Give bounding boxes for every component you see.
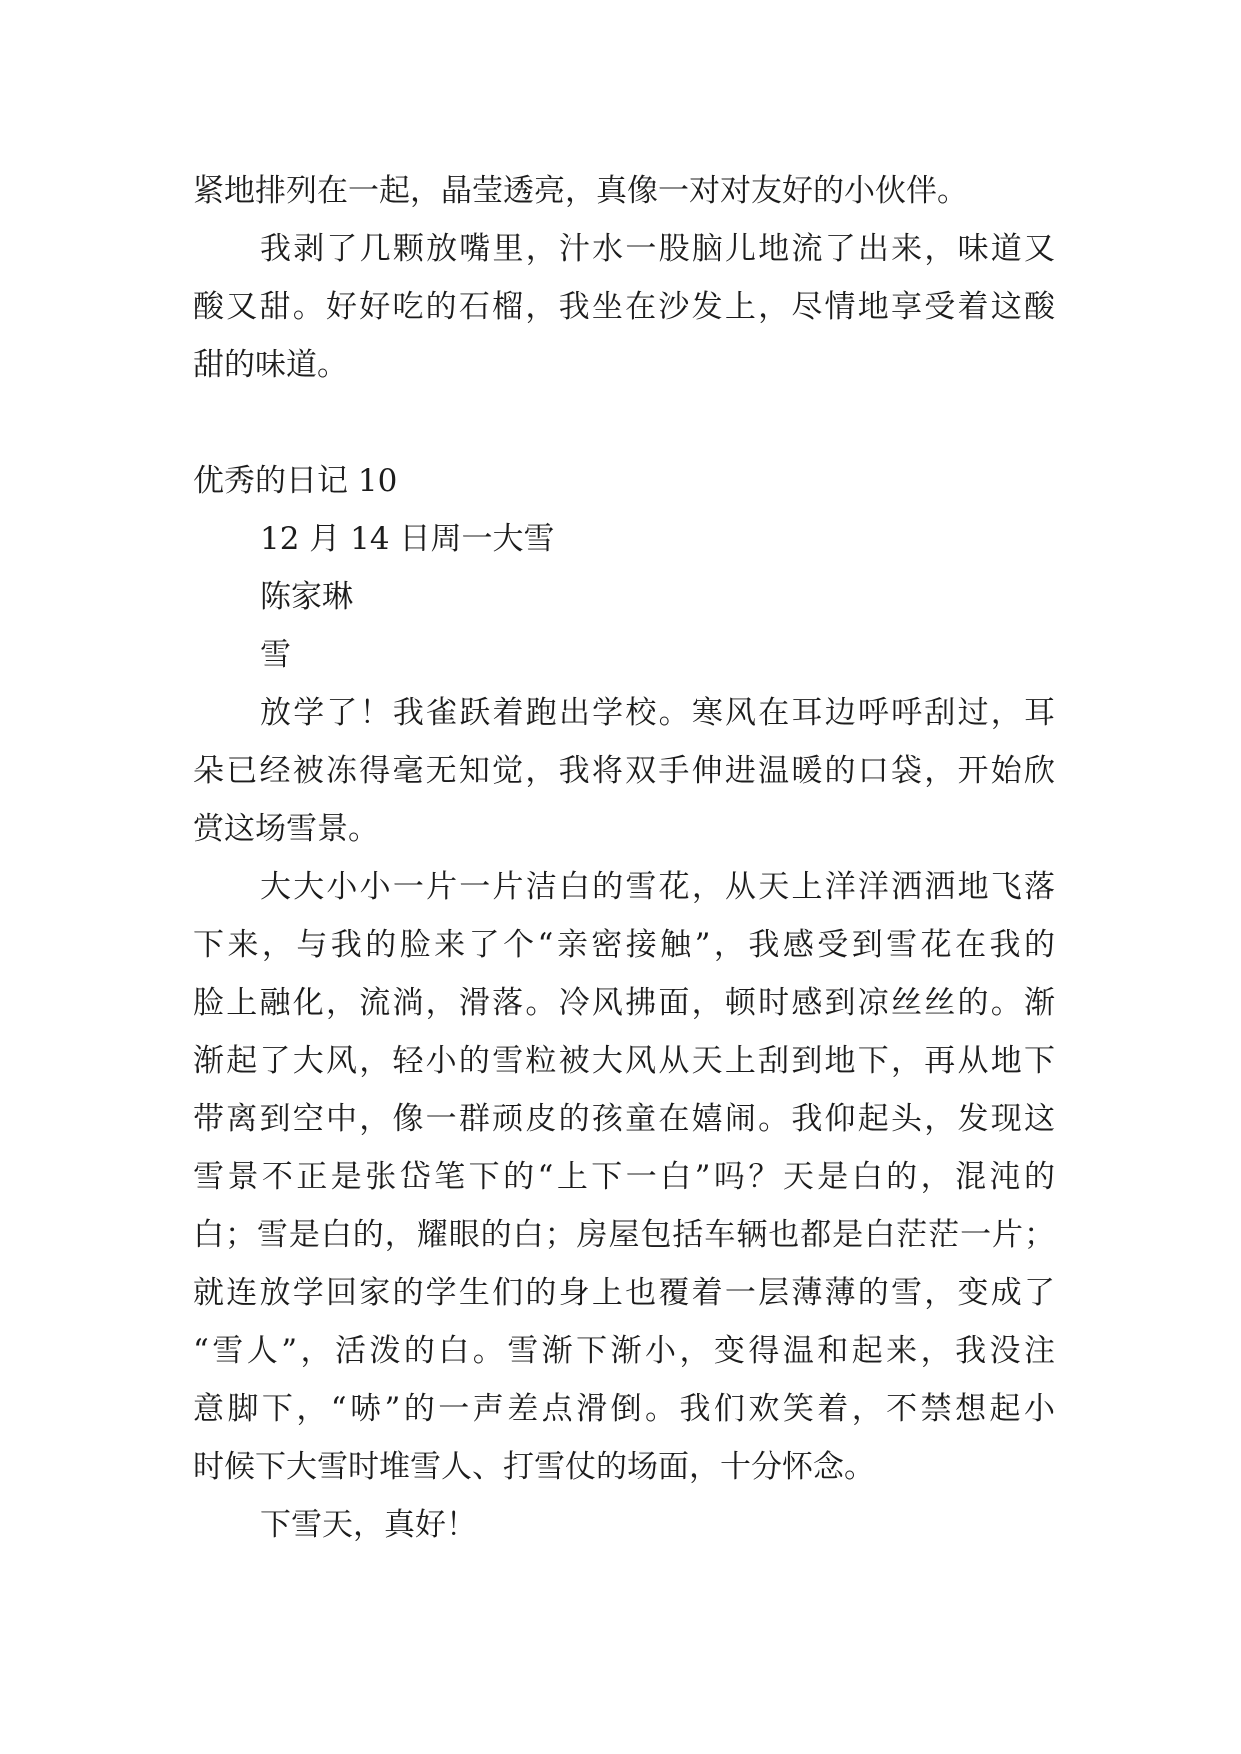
text-line: 白；雪是白的，耀眼的白；房屋包括车辆也都是白茫茫一片； — [193, 1217, 1055, 1253]
text-line: 大大小小一片一片洁白的雪花，从天上洋洋洒洒地飞落 — [260, 869, 1055, 905]
paragraph — [193, 220, 1055, 394]
text-line: 下雪天，真好！ — [260, 1507, 477, 1543]
text-line: 甜的味道。 — [193, 347, 348, 383]
paragraph — [193, 162, 1055, 220]
paragraph — [193, 1496, 1055, 1554]
text-line: 渐起了大风，轻小的雪粒被大风从天上刮到地下，再从地下 — [193, 1043, 1055, 1079]
text-line: 放学了！我雀跃着跑出学校。寒风在耳边呼呼刮过，耳 — [260, 695, 1055, 731]
text-line: 赏这场雪景。 — [193, 811, 379, 847]
text-line: 就连放学回家的学生们的身上也覆着一层薄薄的雪，变成了 — [193, 1275, 1055, 1311]
paragraph — [193, 684, 1055, 858]
text-line: 雪景不正是张岱笔下的“上下一白”吗？天是白的，混沌的 — [193, 1159, 1055, 1195]
text-line: 优秀的日记 10 — [193, 463, 398, 499]
paragraph — [193, 510, 1055, 568]
text-line: 我剥了几颗放嘴里，汁水一股脑儿地流了出来，味道又 — [260, 231, 1055, 267]
text-line: 朵已经被冻得毫无知觉，我将双手伸进温暖的口袋，开始欣 — [193, 753, 1055, 789]
paragraph — [193, 452, 1055, 510]
paragraph — [193, 858, 1055, 1496]
document-body — [193, 162, 1055, 1554]
paragraph — [193, 568, 1055, 626]
text-line: 雪 — [260, 637, 291, 673]
text-line: 意脚下，“哧”的一声差点滑倒。我们欢笑着，不禁想起小 — [193, 1391, 1055, 1427]
paragraph — [193, 626, 1055, 684]
paragraph-gap — [193, 394, 1055, 452]
text-line: 陈家琳 — [260, 579, 353, 615]
text-line: 紧地排列在一起，晶莹透亮，真像一对对友好的小伙伴。 — [193, 173, 968, 209]
text-line: “雪人”，活泼的白。雪渐下渐小，变得温和起来，我没注 — [193, 1333, 1055, 1369]
text-line: 时候下大雪时堆雪人、打雪仗的场面，十分怀念。 — [193, 1449, 875, 1485]
text-line: 12 月 14 日周一大雪 — [260, 521, 555, 557]
text-line: 下来，与我的脸来了个“亲密接触”，我感受到雪花在我的 — [193, 927, 1055, 963]
text-line: 酸又甜。好好吃的石榴，我坐在沙发上，尽情地享受着这酸 — [193, 289, 1055, 325]
text-line: 带离到空中，像一群顽皮的孩童在嬉闹。我仰起头，发现这 — [193, 1101, 1055, 1137]
text-line: 脸上融化，流淌，滑落。冷风拂面，顿时感到凉丝丝的。渐 — [193, 985, 1055, 1021]
